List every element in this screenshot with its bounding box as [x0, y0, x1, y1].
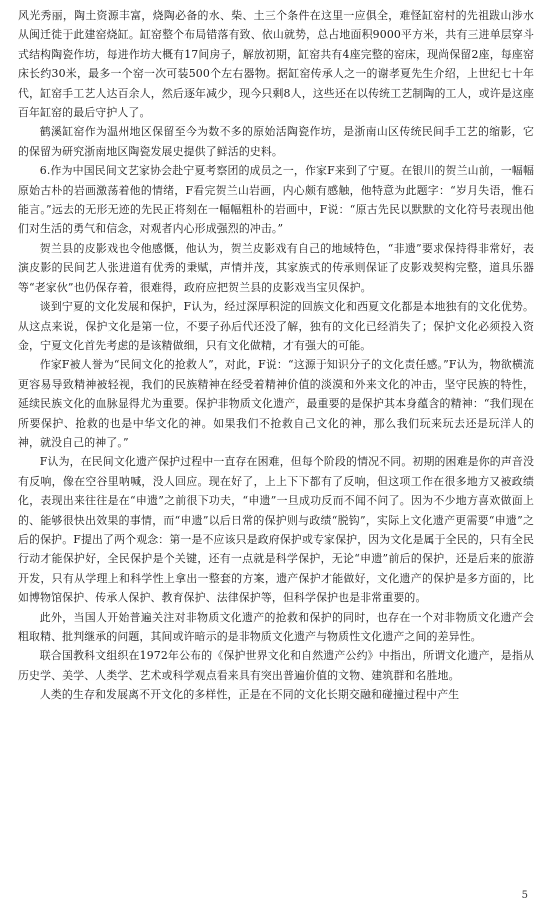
paragraph-protection-difficulties: F认为，在民间文化遗产保护过程中一直存在困难，但每个阶段的情况不同。初期的困难是你的声音没有反响，像在空谷里呐喊，没人回应。现在好了，上上下下都有了反响，但这项工作在很多地方又被政绩化，表现出来往往是在“申遗”之前很下功夫，“申遗”一旦成功反而不闻不问了。因为不少地方喜欢做面上的、能够很快出效果的事情，而“申遗”以后日常的保护则与政绩“脱钩”，实际上文化遗产更需要“申遗”之后的保护。F提出了两个观念：第一是不应该只是政府保护或专家保护，因为文化是属于全民的，只有全民行动才能保护好，全民保护是个关键，还有一点就是科学保护，无论“申遗”前后的保护，还是后来的旅游开发，只有从学理上和科学性上拿出一整套的方案，遗产保护才能做好，文化遗产的保护是多方面的，比如博物馆保护、传承人保护、教育保护、法律保护等，但科学保护也是非常重要的。: [18, 455, 534, 605]
paragraph-cultural-diversity: 人类的生存和发展离不开文化的多样性，正是在不同的文化长期交融和碰撞过程中产生: [39, 688, 460, 702]
paragraph-helan-rock-paintings: 6.作为中国民间文艺家协会赴宁夏考察团的成员之一，作家F来到了宁夏。在银川的贺兰山前，一幅幅原始古朴的岩画激荡着他的情绪，F看完贺兰山岩画，内心颇有感触，他特意为此题字：“岁月失语，惟石能言。”远去的无形无迹的先民正将刻在一幅幅粗朴的岩画中，F说：“原古先民以默默的文化符号表现出他们对生活的勇气和信念，对观者内心形成强烈的冲击。”: [18, 164, 534, 236]
page-number: 5: [521, 890, 528, 901]
paragraph-intangible-heritage: 此外，当国人开始普遍关注对非物质文化遗产的抢救和保护的同时，也存在一个对非物质文化遗产会粗取精、批判继承的问题，其间或许暗示的是非物质文化遗产与物质性文化遗产之间的差异性。: [18, 610, 534, 643]
paragraph-shadow-puppetry: 贺兰县的皮影戏也令他感慨，他认为，贺兰皮影戏有自己的地域特色，“非遗”要求保持得非常好，表演皮影的民间艺人张进道有优秀的秉赋，声情并茂，其家族式的传承则保证了皮影戏契构完整，道具乐器等“老家伙”也仍保存着，很难得，政府应把贺兰县的皮影戏当宝贝保护。: [18, 241, 534, 294]
paragraph-kiln-history: 风光秀丽，陶土资源丰富，烧陶必备的水、柴、土三个条件在这里一应俱全，难怪缸窑村的先祖跋山涉水从闽迁徙于此建窑烧缸。缸窑整个布局错落有致、依山就势，总占地面积9000平方米，共有三进单层穿斗式结构陶瓷作坊，每进作坊大概有17间房子，解放初期，缸窑共有4座完整的窑床，现尚保留2座，每座窑床长约30米，最多一个窑一次可装500个左右器物。据缸窑传承人之一的谢孝夏先生介绍，上世纪七十年代，缸窑手工艺人达百余人，然后逐年减少，现今只剩8人，这些还在以传统工艺制陶的工人，或许是这座百年缸窑的最后守护人了。: [18, 9, 534, 120]
paragraph-ningxia-culture: 谈到宁夏的文化发展和保护，F认为，经过深厚积淀的回族文化和西夏文化都是本地独有的文化优势。从这点来说，保护文化是第一位，不要子孙后代还没了解，独有的文化已经消失了；保护文化必须投入资金，宁夏文化首先考虑的是该精做细，只有文化做精，才有强大的可能。: [18, 300, 534, 352]
paragraph-cultural-rescuer: 作家F被人誉为“民间文化的抢救人”，对此，F说：“这源于知识分子的文化责任感。”F认为，物欲横流更容易导致精神被轻视，我们的民族精神在经受着精神价值的淡漠和外来文化的冲击，坚守民族的特性，延续民族文化的血脉显得尤为重要。保护非物质文化遗产，最重要的是保护其本身蕴含的精神：“我们现在所要保护、抢救的也是中华文化的神。如果我们不抢救自己文化的神，那么我们玩来玩去还是玩洋人的神，就没自己的神了。”: [18, 358, 534, 449]
paragraph-unesco-convention: 联合国教科文组织在1972年公布的《保护世界文化和自然遗产公约》中指出，所谓文化遗产，是指从历史学、美学、人类学、艺术或科学观点看来具有突出普遍价值的文物、建筑群和名胜地。: [18, 649, 534, 682]
paragraph-kiln-significance: 鹤溪缸窑作为温州地区保留至今为数不多的原始活陶瓷作坊，是浙南山区传统民间手工艺的缩影，它的保留为研究浙南地区陶瓷发展史提供了鲜活的史料。: [18, 125, 534, 158]
